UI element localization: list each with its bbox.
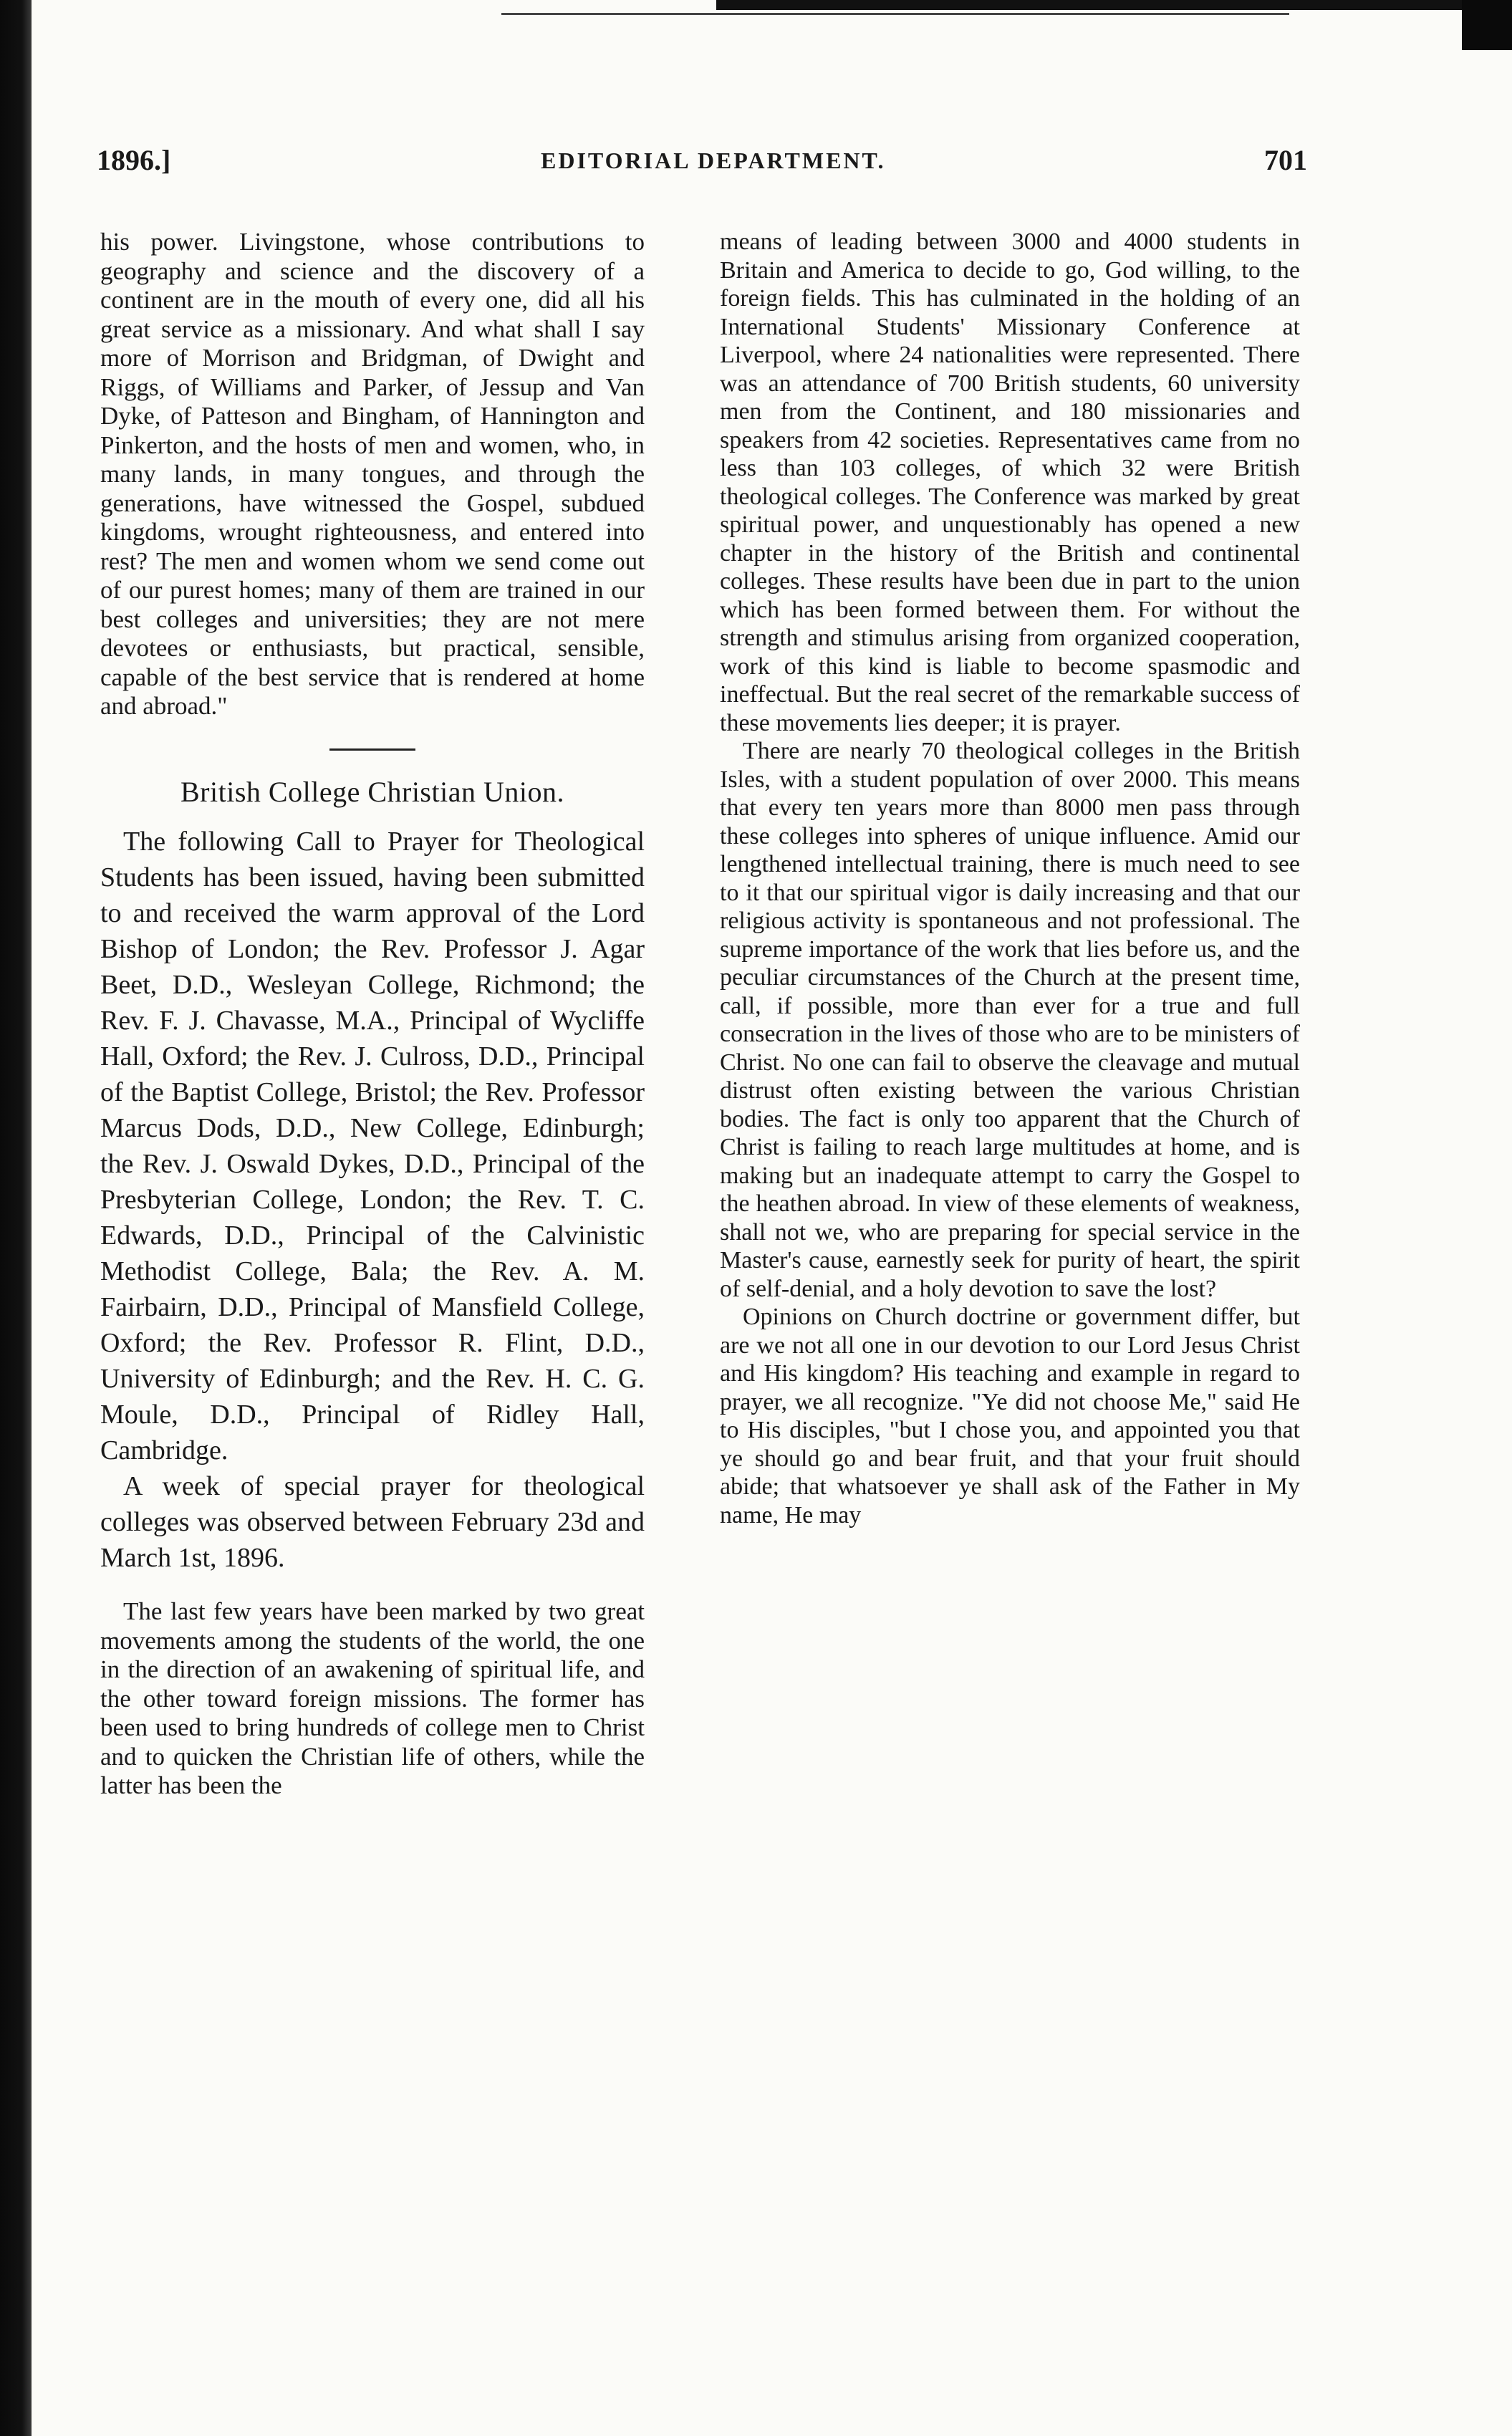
running-head [97,143,1307,186]
header-year: 1896.] [97,144,171,176]
binding-edge [0,0,32,2436]
top-thin-rule [501,13,1289,15]
top-border-rule [716,0,1512,10]
intro-paragraph: his power. Livingstone, whose contributions to geography and science and the discovery of a continent are in the mouth of every one, did all his great service as a missionary. And what shall I say more of Morrison and Bridgman, of Dwight and Riggs, of Williams and Parker, of Jessup and Van Dyke, of Patteson and Bingham, of Hannington and Pinkerton, and the hosts of men and women, who, in many lands, in many tongues, and through the generations, have witnessed the Gospel, subdued kingdoms, wrought righteousness, and entered into rest? The men and women whom we send come out of our purest homes; many of them are trained in our best colleges and universities; they are not mere devotees or enthusiasts, but practical, sensible, capable of the best service that is rendered at home and abroad." [100,228,645,720]
header-department: EDITORIAL DEPARTMENT. [541,148,886,173]
right-paragraph-2: There are nearly 70 theological colleges in the British Isles, with a student population of over 2000. This means that every ten years more than 8000 men pass through these colleges into spheres of unique influence. Amid our lengthened intellectual training, there is much need to see to it that our spiritual vigor is daily increasing and that our religious activity is spontaneous and not professional. The supreme importance of the work that lies before us, and the peculiar circumstances of the Church at the present time, call, if possible, more than ever for a true and full consecration in the lives of those who are to be ministers of Christ. No one can fail to observe the cleavage and mutual distrust often existing between the various Christian bodies. The fact is only too apparent that the Church of Christ is failing to reach large multitudes at home, and is making but an inadequate attempt to carry the Gospel to the heathen abroad. In view of these elements of weakness, shall not we, who are preparing for special service in the Master's cause, earnestly seek for purity of heart, the spirit of self-denial, and a holy devotion to save the lost? [720,738,1300,1302]
corner-mark [1462,0,1512,50]
right-paragraph-1: means of leading between 3000 and 4000 students in Britain and America to decide to go, God willing, to the foreign fields. This has culminated in the holding of an International Students' Missionary Conference at Liverpool, where 24 nationalities were represented. There was an attendance of 700 British students, 60 university men from the Continent, and 180 missionaries and speakers from 42 societies. Representatives came from no less than 103 colleges, of which 32 were British theological colleges. The Conference was marked by great spiritual power, and unquestionably has opened a new chapter in the history of the British and continental colleges. These results have been due in part to the union which has been formed between them. For without the strength and stimulus arising from organized cooperation, work of this kind is liable to become spasmodic and ineffectual. But the real secret of the remarkable success of these movements lies deeper; it is prayer. [720,228,1300,736]
call-paragraph: The following Call to Prayer for Theological Students has been issued, having been submitted to and received the warm approval of the Lord Bishop of London; the Rev. Professor J. Agar Beet, D.D., Wesleyan College, Richmond; the Rev. F. J. Chavasse, M.A., Principal of Wycliffe Hall, Oxford; the Rev. J. Culross, D.D., Principal of the Baptist College, Bristol; the Rev. Professor Marcus Dods, D.D., New College, Edinburgh; the Rev. J. Oswald Dykes, D.D., Principal of the Presbyterian College, London; the Rev. T. C. Edwards, D.D., Principal of the Calvinistic Methodist College, Bala; the Rev. A. M. Fairbairn, D.D., Principal of Mansfield College, Oxford; the Rev. Professor R. Flint, D.D., University of Edinburgh; and the Rev. H. C. G. Moule, D.D., Principal of Ridley Hall, Cambridge. [100,827,645,1465]
left-column [100,228,645,1801]
section-divider [329,748,415,751]
right-paragraph-3: Opinions on Church doctrine or government differ, but are we not all one in our devotion to our Lord Jesus Christ and His kingdom? His teaching and example in regard to prayer, we all recognize. "Ye did not choose Me," said He to His disciples, "but I chose you, and appointed you that ye should go and bear fruit, and that your fruit should abide; that whatsoever ye shall ask of the Father in My name, He may [720,1304,1300,1528]
movements-paragraph: The last few years have been marked by two great movements among the students of the world, the one in the direction of an awakening of spiritual life, and the other toward foreign missions. The former has been used to bring hundreds of college men to Christ and to quicken the Christian life of others, while the latter has been the [100,1597,645,1799]
section-heading: British College Christian Union. [180,775,564,808]
right-column [720,228,1300,1529]
page-number: 701 [1264,144,1307,176]
week-paragraph: A week of special prayer for theological colleges was observed between February 23d and March 1st, 1896. [100,1471,645,1573]
